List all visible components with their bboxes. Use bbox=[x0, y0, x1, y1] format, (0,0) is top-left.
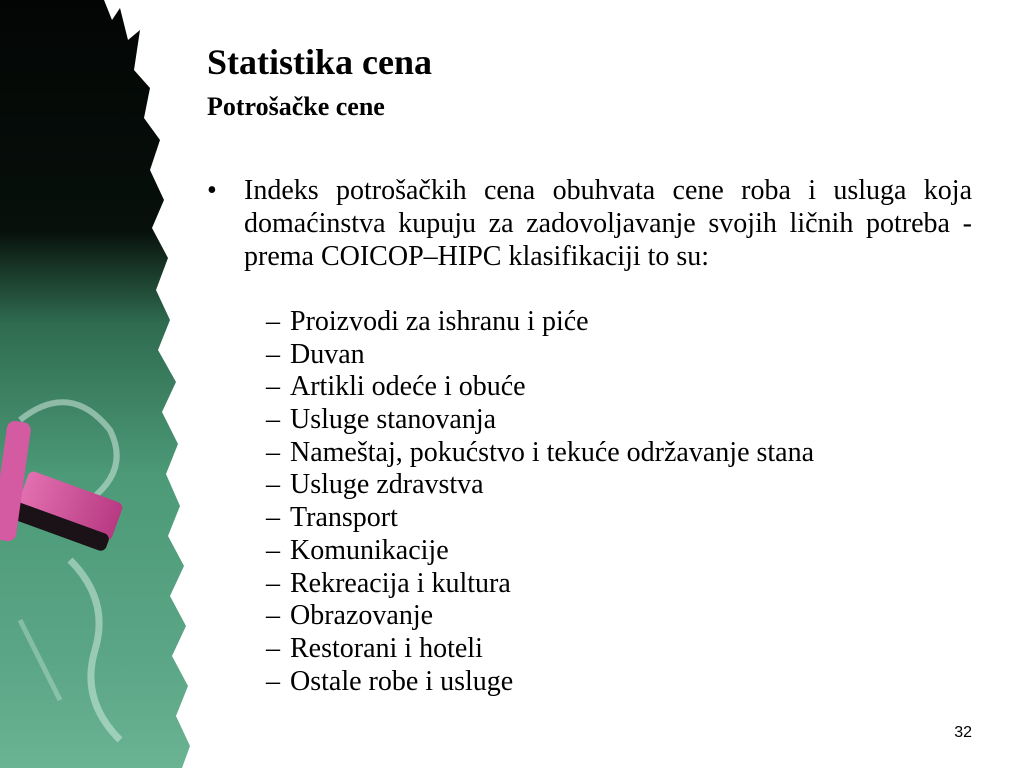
list-item bbox=[266, 632, 814, 666]
list-item bbox=[266, 469, 814, 502]
list-item-label: Usluge stanovanja bbox=[290, 404, 497, 436]
slide-subtitle: Potrošačke cene bbox=[207, 92, 385, 121]
bullet-icon: • bbox=[207, 175, 217, 206]
slide-title: Statistika cena bbox=[207, 42, 432, 82]
list-item bbox=[266, 665, 814, 699]
dash-icon: – bbox=[266, 600, 280, 632]
dash-icon: – bbox=[266, 436, 280, 468]
list-item-label: Artikli odeće i obuće bbox=[290, 371, 526, 403]
list-item-label: Nameštaj, pokućstvo i tekuće održavanje stana bbox=[290, 436, 815, 468]
chalkboard-with-pink-chalk-icon bbox=[0, 0, 200, 768]
list-item-label: Proizvodi za ishranu i piće bbox=[290, 306, 589, 337]
list-item bbox=[266, 404, 814, 437]
dash-icon: – bbox=[266, 338, 280, 370]
dash-icon: – bbox=[266, 665, 280, 697]
dash-icon: – bbox=[266, 404, 280, 436]
list-item-label: Ostale robe i usluge bbox=[290, 665, 514, 697]
main-bullet bbox=[207, 174, 972, 273]
list-item-label: Komunikacije bbox=[290, 534, 449, 566]
list-item bbox=[266, 436, 815, 470]
page-number: 32 bbox=[954, 724, 972, 741]
list-item bbox=[266, 534, 814, 568]
list-item bbox=[266, 338, 814, 372]
list-item-label: Duvan bbox=[290, 338, 365, 370]
dash-icon: – bbox=[266, 632, 280, 664]
list-item-label: Obrazovanje bbox=[290, 600, 434, 632]
list-item bbox=[266, 567, 814, 601]
list-item bbox=[266, 371, 814, 404]
dash-icon: – bbox=[266, 371, 280, 403]
list-item-label: Restorani i hoteli bbox=[290, 632, 483, 664]
dash-icon: – bbox=[266, 502, 280, 534]
list-item-label: Rekreacija i kultura bbox=[290, 567, 511, 599]
dash-icon: – bbox=[266, 534, 280, 566]
list-item-label: Usluge zdravstva bbox=[290, 469, 484, 501]
list-item bbox=[266, 306, 814, 339]
category-list bbox=[266, 306, 815, 698]
bullet-text: Indeks potrošačkih cena obuhvata cene roba i usluga koja domaćinstva kupuju za zadovoljavanje svojih ličnih potreba - prema COICOP–HIPC klasifikaciji to su: bbox=[244, 175, 972, 272]
list-item bbox=[266, 600, 814, 633]
dash-icon: – bbox=[266, 469, 280, 501]
list-item bbox=[266, 502, 814, 535]
dash-icon: – bbox=[266, 567, 280, 599]
dash-icon: – bbox=[266, 306, 280, 337]
list-item-label: Transport bbox=[290, 502, 398, 534]
